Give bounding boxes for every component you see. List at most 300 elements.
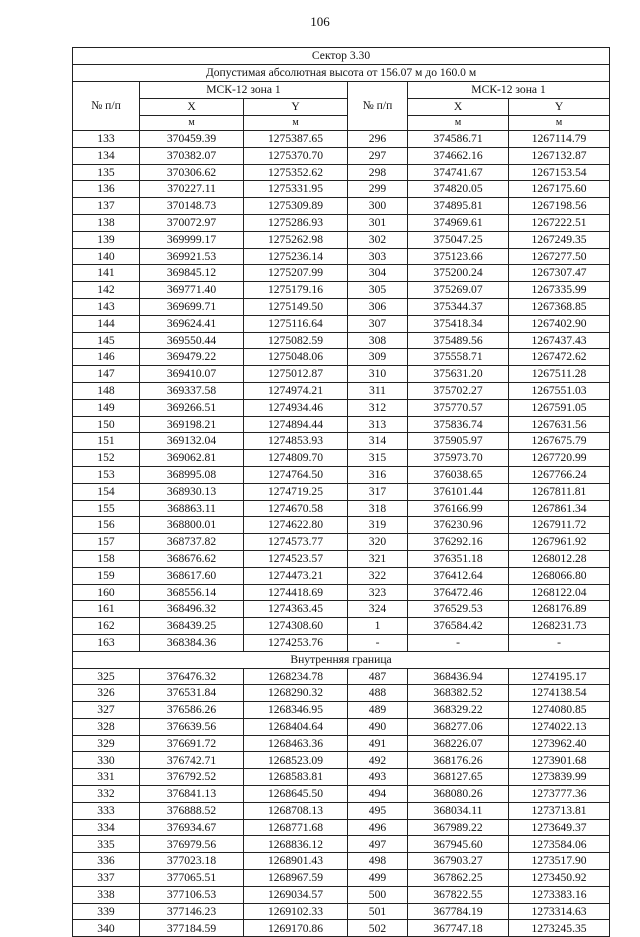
point-number-left: 336 — [73, 853, 140, 870]
coord-x-right: 367822.55 — [408, 886, 509, 903]
coord-x-right: 375418.34 — [408, 315, 509, 332]
coord-x-right: 376472.46 — [408, 584, 509, 601]
point-number-left: 333 — [73, 802, 140, 819]
point-number-right: 310 — [348, 366, 408, 383]
coord-y-right: 1267277.50 — [509, 248, 610, 265]
coord-x-left: 369699.71 — [140, 298, 244, 315]
coord-y-right: 1267335.99 — [509, 282, 610, 299]
coord-y-right: 1273450.92 — [509, 870, 610, 887]
point-number-right: 314 — [348, 433, 408, 450]
point-number-left: 149 — [73, 399, 140, 416]
coord-y-right: 1267402.90 — [509, 315, 610, 332]
table-row — [73, 870, 610, 887]
point-number-left: 155 — [73, 500, 140, 517]
point-number-left: 142 — [73, 282, 140, 299]
point-number-right: 487 — [348, 668, 408, 685]
point-number-right: 317 — [348, 483, 408, 500]
table-row — [73, 265, 610, 282]
coord-y-right: 1273517.90 — [509, 853, 610, 870]
coord-x-right: 368176.26 — [408, 752, 509, 769]
coord-y-right: 1267368.85 — [509, 298, 610, 315]
table-row — [73, 483, 610, 500]
point-number-left: 147 — [73, 366, 140, 383]
coord-x-left: 369550.44 — [140, 332, 244, 349]
point-number-left: 339 — [73, 903, 140, 920]
sector-title: Сектор 3.30 — [73, 48, 610, 65]
coord-y-right: 1274022.13 — [509, 718, 610, 735]
table-row — [73, 618, 610, 635]
coord-y-left: 1268836.12 — [244, 836, 348, 853]
coord-y-left: 1268523.09 — [244, 752, 348, 769]
point-number-right: 297 — [348, 147, 408, 164]
point-number-left: 337 — [73, 870, 140, 887]
point-number-right: 300 — [348, 198, 408, 215]
coord-y-left: 1268404.64 — [244, 718, 348, 735]
coord-x-right: 368226.07 — [408, 735, 509, 752]
table-row — [73, 433, 610, 450]
coordinates-table — [72, 47, 610, 937]
coord-y-right: 1268176.89 — [509, 601, 610, 618]
coord-y-left: 1268645.50 — [244, 786, 348, 803]
coord-y-left: 1275082.59 — [244, 332, 348, 349]
coord-x-left: 376979.56 — [140, 836, 244, 853]
coord-x-right: 368080.26 — [408, 786, 509, 803]
coord-y-left: 1269034.57 — [244, 886, 348, 903]
coord-y-left: 1274308.60 — [244, 618, 348, 635]
system-label-right: МСК-12 зона 1 — [408, 82, 610, 99]
coord-y-left: 1275012.87 — [244, 366, 348, 383]
coord-x-left: 368384.36 — [140, 634, 244, 651]
coord-x-left: 376691.72 — [140, 735, 244, 752]
coord-y-right: 1273245.35 — [509, 920, 610, 937]
column-header-x-left: X — [140, 99, 244, 116]
table-row — [73, 752, 610, 769]
coord-x-left: 370227.11 — [140, 181, 244, 198]
coord-x-left: 369132.04 — [140, 433, 244, 450]
coord-x-right: 367903.27 — [408, 853, 509, 870]
point-number-right: 489 — [348, 702, 408, 719]
point-number-left: 335 — [73, 836, 140, 853]
coord-x-left: 376934.67 — [140, 819, 244, 836]
point-number-right: 501 — [348, 903, 408, 920]
table-row — [73, 601, 610, 618]
coord-y-right: 1267198.56 — [509, 198, 610, 215]
table-row — [73, 702, 610, 719]
coord-x-left: 369062.81 — [140, 450, 244, 467]
coord-x-left: 369479.22 — [140, 349, 244, 366]
table-row — [73, 332, 610, 349]
point-number-right: 296 — [348, 131, 408, 148]
table-row — [73, 231, 610, 248]
coord-x-right: 376166.99 — [408, 500, 509, 517]
coord-x-left: 370306.62 — [140, 164, 244, 181]
coord-x-left: 377106.53 — [140, 886, 244, 903]
coord-x-right: 374662.16 — [408, 147, 509, 164]
coord-x-right: 376038.65 — [408, 466, 509, 483]
inner-boundary-row — [73, 651, 610, 668]
coord-x-left: 368737.82 — [140, 534, 244, 551]
point-number-left: 140 — [73, 248, 140, 265]
point-number-left: 135 — [73, 164, 140, 181]
table-row — [73, 366, 610, 383]
coord-y-right: - — [509, 634, 610, 651]
coord-y-right: 1267675.79 — [509, 433, 610, 450]
point-number-right: 312 — [348, 399, 408, 416]
point-number-left: 163 — [73, 634, 140, 651]
point-number-left: 329 — [73, 735, 140, 752]
coord-y-right: 1267631.56 — [509, 416, 610, 433]
coord-y-left: 1274622.80 — [244, 517, 348, 534]
sector-title-row — [73, 48, 610, 65]
coord-y-right: 1267132.87 — [509, 147, 610, 164]
coord-x-right: 375489.56 — [408, 332, 509, 349]
table-row — [73, 147, 610, 164]
coord-x-right: 368277.06 — [408, 718, 509, 735]
point-number-left: 138 — [73, 214, 140, 231]
point-number-left: 158 — [73, 550, 140, 567]
coord-x-left: 370459.39 — [140, 131, 244, 148]
coord-y-left: 1275116.64 — [244, 315, 348, 332]
coord-x-left: 377146.23 — [140, 903, 244, 920]
coord-y-right: 1267766.24 — [509, 466, 610, 483]
point-number-right: 301 — [348, 214, 408, 231]
column-header-y-right: Y — [509, 99, 610, 116]
point-number-right: 311 — [348, 382, 408, 399]
coord-y-right: 1267153.54 — [509, 164, 610, 181]
coord-x-right: 376101.44 — [408, 483, 509, 500]
point-number-left: 162 — [73, 618, 140, 635]
coord-y-right: 1267222.51 — [509, 214, 610, 231]
coord-x-right: - — [408, 634, 509, 651]
point-number-right: 493 — [348, 769, 408, 786]
table-row — [73, 668, 610, 685]
coord-y-left: 1269102.33 — [244, 903, 348, 920]
coord-x-right: 376529.53 — [408, 601, 509, 618]
coord-y-left: 1275286.93 — [244, 214, 348, 231]
coord-x-left: 368556.14 — [140, 584, 244, 601]
coord-x-left: 377065.51 — [140, 870, 244, 887]
coord-y-right: 1267472.62 — [509, 349, 610, 366]
table-row — [73, 416, 610, 433]
coord-x-left: 369198.21 — [140, 416, 244, 433]
coord-y-right: 1268012.28 — [509, 550, 610, 567]
point-number-right: 488 — [348, 685, 408, 702]
point-number-left: 340 — [73, 920, 140, 937]
point-number-left: 326 — [73, 685, 140, 702]
point-number-right: 497 — [348, 836, 408, 853]
coord-x-right: 375905.97 — [408, 433, 509, 450]
table-row — [73, 164, 610, 181]
table-row — [73, 517, 610, 534]
height-note: Допустимая абсолютная высота от 156.07 м до 160.0 м — [73, 65, 610, 82]
coord-y-right: 1274080.85 — [509, 702, 610, 719]
coord-y-right: 1267551.03 — [509, 382, 610, 399]
height-note-row — [73, 65, 610, 82]
point-number-right: 319 — [348, 517, 408, 534]
coord-y-left: 1268583.81 — [244, 769, 348, 786]
coord-x-right: 376584.42 — [408, 618, 509, 635]
coord-x-right: 376412.64 — [408, 567, 509, 584]
table-row — [73, 685, 610, 702]
page-number: 106 — [310, 14, 330, 29]
point-number-right: 1 — [348, 618, 408, 635]
point-number-right: 495 — [348, 802, 408, 819]
point-number-left: 143 — [73, 298, 140, 315]
coord-y-right: 1274138.54 — [509, 685, 610, 702]
point-number-right: 304 — [348, 265, 408, 282]
coord-y-left: 1274363.45 — [244, 601, 348, 618]
coord-y-right: 1267911.72 — [509, 517, 610, 534]
table-row — [73, 769, 610, 786]
table-row — [73, 920, 610, 937]
table-row — [73, 399, 610, 416]
point-number-right: 322 — [348, 567, 408, 584]
point-number-left: 152 — [73, 450, 140, 467]
unit-y-left: м — [244, 116, 348, 131]
coord-x-right: 375631.20 — [408, 366, 509, 383]
coord-y-left: 1274418.69 — [244, 584, 348, 601]
coord-y-left: 1275207.99 — [244, 265, 348, 282]
table-row — [73, 634, 610, 651]
coord-x-left: 368863.11 — [140, 500, 244, 517]
coord-x-right: 367862.25 — [408, 870, 509, 887]
coord-y-left: 1275262.98 — [244, 231, 348, 248]
point-number-right: 306 — [348, 298, 408, 315]
coord-y-left: 1268771.68 — [244, 819, 348, 836]
coord-x-left: 377023.18 — [140, 853, 244, 870]
point-number-left: 331 — [73, 769, 140, 786]
coord-y-left: 1274853.93 — [244, 433, 348, 450]
table-row — [73, 903, 610, 920]
coord-y-left: 1268708.13 — [244, 802, 348, 819]
coord-x-left: 376476.32 — [140, 668, 244, 685]
column-header-x-right: X — [408, 99, 509, 116]
coord-x-right: 367747.18 — [408, 920, 509, 937]
coord-x-right: 375558.71 — [408, 349, 509, 366]
point-number-left: 328 — [73, 718, 140, 735]
coord-y-left: 1269170.86 — [244, 920, 348, 937]
coord-y-right: 1268122.04 — [509, 584, 610, 601]
table-row — [73, 836, 610, 853]
coord-x-right: 375123.66 — [408, 248, 509, 265]
coord-x-left: 376841.13 — [140, 786, 244, 803]
coord-x-left: 376586.26 — [140, 702, 244, 719]
point-number-left: 133 — [73, 131, 140, 148]
coord-y-right: 1267961.92 — [509, 534, 610, 551]
point-number-left: 327 — [73, 702, 140, 719]
coord-x-left: 369410.07 — [140, 366, 244, 383]
unit-y-right: м — [509, 116, 610, 131]
coord-y-left: 1275370.70 — [244, 147, 348, 164]
point-number-right: 492 — [348, 752, 408, 769]
coord-x-right: 375702.27 — [408, 382, 509, 399]
coord-x-right: 375836.74 — [408, 416, 509, 433]
coord-x-right: 374895.81 — [408, 198, 509, 215]
coord-y-right: 1267437.43 — [509, 332, 610, 349]
coord-x-right: 367945.60 — [408, 836, 509, 853]
coord-y-right: 1273962.40 — [509, 735, 610, 752]
table-row — [73, 886, 610, 903]
coord-x-right: 376292.16 — [408, 534, 509, 551]
coord-x-right: 374586.71 — [408, 131, 509, 148]
coord-y-left: 1275352.62 — [244, 164, 348, 181]
coord-x-right: 368436.94 — [408, 668, 509, 685]
coord-x-right: 375770.57 — [408, 399, 509, 416]
coord-y-left: 1275048.06 — [244, 349, 348, 366]
coord-x-left: 368930.13 — [140, 483, 244, 500]
table-row — [73, 198, 610, 215]
coord-y-right: 1273314.63 — [509, 903, 610, 920]
coord-y-right: 1273713.81 — [509, 802, 610, 819]
point-number-left: 141 — [73, 265, 140, 282]
coord-y-left: 1274809.70 — [244, 450, 348, 467]
coord-x-right: 368034.11 — [408, 802, 509, 819]
point-number-left: 157 — [73, 534, 140, 551]
table-row — [73, 282, 610, 299]
point-number-left: 338 — [73, 886, 140, 903]
point-number-right: 307 — [348, 315, 408, 332]
point-number-right: 321 — [348, 550, 408, 567]
coord-y-left: 1274934.46 — [244, 399, 348, 416]
coord-y-left: 1274894.44 — [244, 416, 348, 433]
coord-y-left: 1274473.21 — [244, 567, 348, 584]
coord-x-right: 367784.19 — [408, 903, 509, 920]
point-number-right: 496 — [348, 819, 408, 836]
coord-y-right: 1273901.68 — [509, 752, 610, 769]
column-header-num-right: № п/п — [348, 82, 408, 131]
coord-x-left: 370148.73 — [140, 198, 244, 215]
point-number-left: 146 — [73, 349, 140, 366]
table-row — [73, 315, 610, 332]
point-number-right: 299 — [348, 181, 408, 198]
coord-y-right: 1267307.47 — [509, 265, 610, 282]
coord-y-left: 1268901.43 — [244, 853, 348, 870]
coord-y-left: 1274719.25 — [244, 483, 348, 500]
coord-x-left: 369337.58 — [140, 382, 244, 399]
point-number-left: 145 — [73, 332, 140, 349]
table-row — [73, 349, 610, 366]
coord-x-right: 367989.22 — [408, 819, 509, 836]
coord-x-left: 370382.07 — [140, 147, 244, 164]
coord-y-right: 1273383.16 — [509, 886, 610, 903]
table-row — [73, 466, 610, 483]
point-number-right: 324 — [348, 601, 408, 618]
inner-boundary-label: Внутренняя граница — [73, 651, 610, 668]
point-number-right: 313 — [348, 416, 408, 433]
coord-y-left: 1275309.89 — [244, 198, 348, 215]
coord-x-left: 370072.97 — [140, 214, 244, 231]
table-row — [73, 248, 610, 265]
coord-x-left: 368617.60 — [140, 567, 244, 584]
point-number-left: 159 — [73, 567, 140, 584]
table-row — [73, 550, 610, 567]
coord-y-right: 1267249.35 — [509, 231, 610, 248]
point-number-right: 320 — [348, 534, 408, 551]
coord-y-right: 1267511.28 — [509, 366, 610, 383]
point-number-left: 134 — [73, 147, 140, 164]
coord-x-left: 369845.12 — [140, 265, 244, 282]
coord-x-right: 375047.25 — [408, 231, 509, 248]
coord-y-right: 1267114.79 — [509, 131, 610, 148]
table-row — [73, 802, 610, 819]
table-row — [73, 786, 610, 803]
system-header-row — [73, 82, 610, 99]
coord-x-right: 368329.22 — [408, 702, 509, 719]
coord-y-left: 1275179.16 — [244, 282, 348, 299]
point-number-left: 144 — [73, 315, 140, 332]
point-number-left: 148 — [73, 382, 140, 399]
coord-x-left: 376742.71 — [140, 752, 244, 769]
point-number-right: 502 — [348, 920, 408, 937]
coord-y-right: 1273839.99 — [509, 769, 610, 786]
coord-x-left: 376531.84 — [140, 685, 244, 702]
unit-x-left: м — [140, 116, 244, 131]
table-row — [73, 382, 610, 399]
coord-y-right: 1267591.05 — [509, 399, 610, 416]
point-number-right: 490 — [348, 718, 408, 735]
coord-x-right: 374969.61 — [408, 214, 509, 231]
coord-x-left: 369266.51 — [140, 399, 244, 416]
coord-y-right: 1268066.80 — [509, 567, 610, 584]
point-number-right: 318 — [348, 500, 408, 517]
point-number-left: 150 — [73, 416, 140, 433]
unit-x-right: м — [408, 116, 509, 131]
coord-x-left: 368439.25 — [140, 618, 244, 635]
coord-x-right: 375269.07 — [408, 282, 509, 299]
coord-y-left: 1274974.21 — [244, 382, 348, 399]
coord-x-left: 369999.17 — [140, 231, 244, 248]
coord-y-left: 1268346.95 — [244, 702, 348, 719]
coord-x-right: 374820.05 — [408, 181, 509, 198]
coord-x-right: 375200.24 — [408, 265, 509, 282]
axis-header-row — [73, 99, 610, 116]
coord-y-right: 1267861.34 — [509, 500, 610, 517]
coord-y-right: 1267811.81 — [509, 483, 610, 500]
coord-x-right: 376230.96 — [408, 517, 509, 534]
point-number-right: 298 — [348, 164, 408, 181]
coord-y-left: 1268290.32 — [244, 685, 348, 702]
point-number-left: 153 — [73, 466, 140, 483]
coord-y-left: 1274573.77 — [244, 534, 348, 551]
coord-y-left: 1274670.58 — [244, 500, 348, 517]
point-number-right: 305 — [348, 282, 408, 299]
coord-x-left: 368676.62 — [140, 550, 244, 567]
point-number-left: 325 — [73, 668, 140, 685]
coord-y-left: 1275236.14 — [244, 248, 348, 265]
column-header-num-left: № п/п — [73, 82, 140, 131]
table-row — [73, 450, 610, 467]
coord-x-left: 376792.52 — [140, 769, 244, 786]
coord-y-right: 1268231.73 — [509, 618, 610, 635]
coord-x-right: 368127.65 — [408, 769, 509, 786]
point-number-left: 332 — [73, 786, 140, 803]
coord-x-left: 369624.41 — [140, 315, 244, 332]
point-number-right: 302 — [348, 231, 408, 248]
point-number-right: 499 — [348, 870, 408, 887]
point-number-right: 309 — [348, 349, 408, 366]
point-number-left: 334 — [73, 819, 140, 836]
point-number-right: 494 — [348, 786, 408, 803]
point-number-left: 160 — [73, 584, 140, 601]
point-number-right: 323 — [348, 584, 408, 601]
coord-x-right: 368382.52 — [408, 685, 509, 702]
coord-y-right: 1267720.99 — [509, 450, 610, 467]
column-header-y-left: Y — [244, 99, 348, 116]
point-number-right: 498 — [348, 853, 408, 870]
table-row — [73, 181, 610, 198]
point-number-right: 316 — [348, 466, 408, 483]
table-row — [73, 819, 610, 836]
